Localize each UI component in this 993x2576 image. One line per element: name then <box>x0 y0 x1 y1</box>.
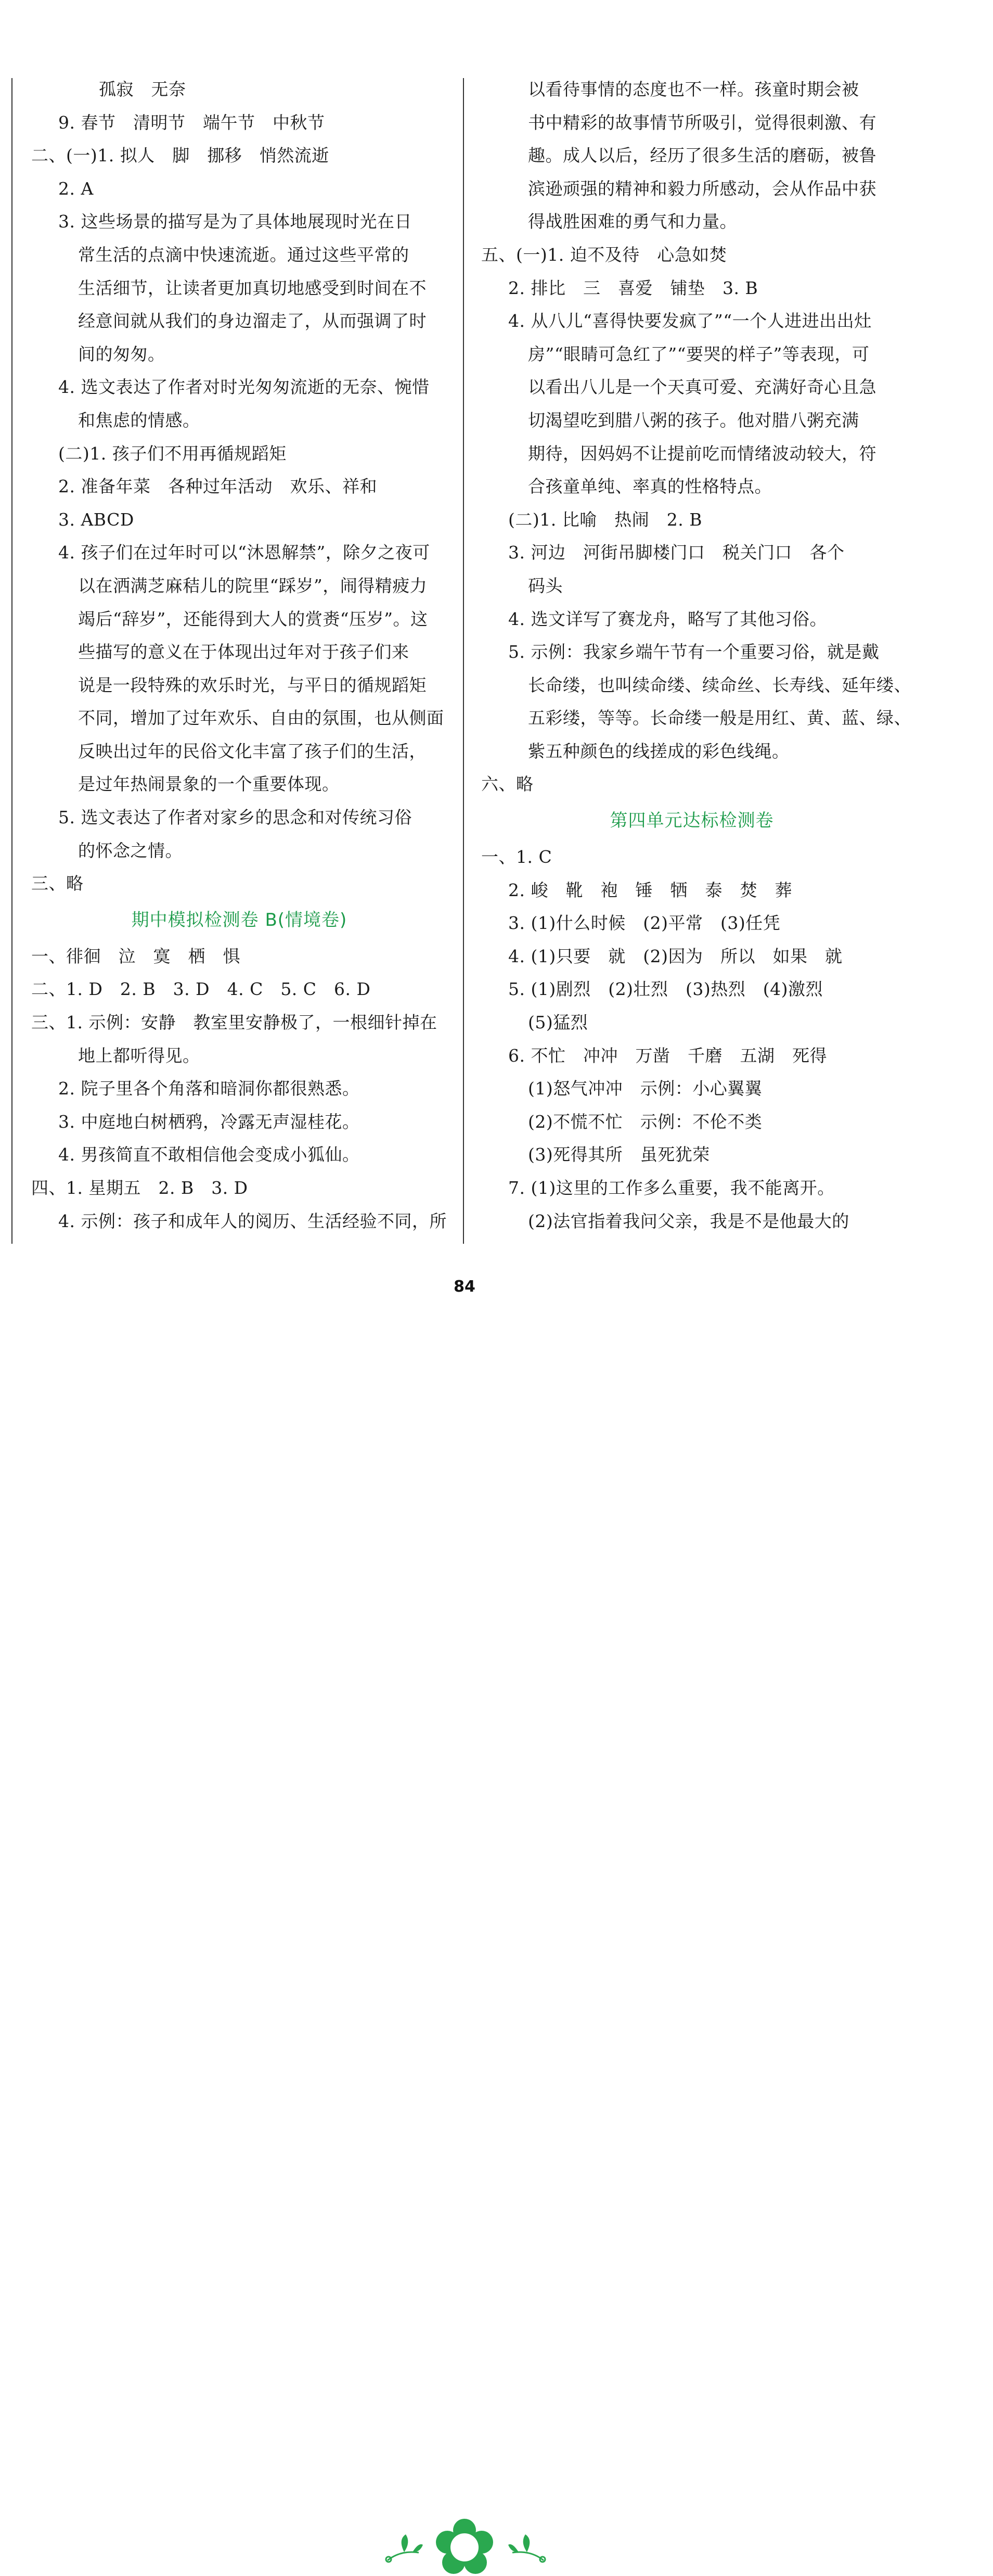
section-title: 期中模拟检测卷 B(情境卷) <box>131 909 347 930</box>
answer-line: 9. 春节 清明节 端午节 中秋节 <box>58 112 325 133</box>
answer-line: (2)不慌不忙 示例：不伦不类 <box>528 1111 763 1132</box>
answer-line: (二)1. 孩子们不用再循规蹈矩 <box>58 443 287 464</box>
answer-line: 是过年热闹景象的一个重要体现。 <box>78 774 340 795</box>
answer-line: 得战胜困难的勇气和力量。 <box>528 211 737 232</box>
answer-line: (2)法官指着我问父亲，我是不是他最大的 <box>528 1210 849 1231</box>
answer-line: 紫五种颜色的线搓成的彩色线绳。 <box>528 741 790 761</box>
left-sprig-icon <box>382 2529 424 2566</box>
page-footer <box>0 1259 993 1317</box>
answer-line: 以在洒满芝麻秸儿的院里“踩岁”，闹得精疲力 <box>78 575 428 596</box>
answer-line: 4. (1)只要 就 (2)因为 所以 如果 就 <box>508 946 843 966</box>
answer-line: (5)猛烈 <box>528 1012 588 1033</box>
answer-line: 5. 选文表达了作者对家乡的思念和对传统习俗 <box>58 807 412 828</box>
answer-line: 合孩童单纯、率真的性格特点。 <box>528 476 772 497</box>
right-column <box>481 73 911 1238</box>
answer-line: 二、(一)1. 拟人 脚 挪移 悄然流逝 <box>31 145 329 166</box>
answer-line: 3. 这些场景的描写是为了具体地展现时光在日 <box>58 211 412 232</box>
answer-line: 4. 示例：孩子和成年人的阅历、生活经验不同，所 <box>58 1210 447 1231</box>
answer-line: 间的匆匆。 <box>78 343 165 364</box>
answer-line: 2. 准备年菜 各种过年活动 欢乐、祥和 <box>58 476 377 497</box>
section-title: 第四单元达标检测卷 <box>610 810 774 832</box>
answer-line: 的怀念之情。 <box>78 840 183 861</box>
answer-line: 孤寂 无奈 <box>99 79 186 99</box>
answer-line: (3)死得其所 虽死犹荣 <box>528 1144 710 1165</box>
left-margin-rule <box>11 78 12 1244</box>
answer-line: (二)1. 比喻 热闹 2. B <box>508 509 702 530</box>
column-divider <box>463 78 464 1244</box>
page-number: 84 <box>454 1278 475 1296</box>
answer-line: 一、徘徊 泣 寞 栖 惧 <box>31 946 240 966</box>
answer-line: 码头 <box>528 575 563 596</box>
answer-line: 4. 选文表达了作者对时光匆匆流逝的无奈、惋惜 <box>58 377 430 398</box>
answer-line: 4. 从八儿“喜得快要发疯了”“一个人进进出出灶 <box>508 311 872 331</box>
answer-line: 书中精彩的故事情节所吸引，觉得很刺激、有 <box>528 112 876 133</box>
answer-line: 以看出八儿是一个天真可爱、充满好奇心且急 <box>528 377 876 398</box>
left-column <box>31 73 447 1238</box>
answer-line: 五彩缕，等等。长命缕一般是用红、黄、蓝、绿、 <box>528 708 911 729</box>
answer-line: (1)怒气冲冲 示例：小心翼翼 <box>528 1078 763 1099</box>
answer-line: 趣。成人以后，经历了很多生活的磨砺，被鲁 <box>528 145 876 166</box>
answer-line: 说是一段特殊的欢乐时光，与平日的循规蹈矩 <box>78 674 427 695</box>
answer-line: 以看待事情的态度也不一样。孩童时期会被 <box>528 79 859 99</box>
answer-line: 三、1. 示例：安静 教室里安静极了，一根细针掉在 <box>31 1012 437 1033</box>
answer-line: 6. 不忙 冲冲 万凿 千磨 五湖 死得 <box>508 1045 827 1066</box>
answer-line: 4. 孩子们在过年时可以“沐恩解禁”，除夕之夜可 <box>58 542 430 563</box>
answer-line: 和焦虑的情感。 <box>78 410 200 430</box>
answer-line: 一、1. C <box>481 847 552 868</box>
answer-line: 生活细节，让读者更加真切地感受到时间在不 <box>78 277 427 298</box>
answer-line: 2. 院子里各个角落和暗洞你都很熟悉。 <box>58 1078 360 1099</box>
answer-line: 三、略 <box>31 873 84 894</box>
answer-line: 2. 峻 靴 袍 锤 牺 泰 焚 葬 <box>508 879 792 900</box>
answer-line: 期待，因妈妈不让提前吃而情绪波动较大，符 <box>528 443 876 464</box>
answer-line: 二、1. D 2. B 3. D 4. C 5. C 6. D <box>31 979 371 1000</box>
answer-line: 地上都听得见。 <box>78 1045 200 1066</box>
answer-line: 切渴望吃到腊八粥的孩子。他对腊八粥充满 <box>528 410 859 430</box>
answer-line: 四、1. 星期五 2. B 3. D <box>31 1178 248 1198</box>
answer-line: 3. ABCD <box>58 509 134 530</box>
answer-line: 房”“眼睛可急红了”“要哭的样子”等表现，可 <box>528 343 870 364</box>
answer-line: 3. (1)什么时候 (2)平常 (3)任凭 <box>508 913 781 934</box>
answer-line: 六、略 <box>481 774 534 795</box>
answer-line: 4. 选文详写了赛龙舟，略写了其他习俗。 <box>508 608 827 629</box>
answer-line: 长命缕，也叫续命缕、续命丝、长寿线、延年缕、 <box>528 674 911 695</box>
answer-line: 3. 河边 河街吊脚楼门口 税关门口 各个 <box>508 542 845 563</box>
answer-line: 不同，增加了过年欢乐、自由的氛围，也从侧面 <box>78 708 444 729</box>
page-number-flower-icon <box>436 2519 493 2576</box>
answer-line: 常生活的点滴中快速流逝。通过这些平常的 <box>78 244 409 265</box>
answer-line: 五、(一)1. 迫不及待 心急如焚 <box>481 244 727 265</box>
answer-line: 2. 排比 三 喜爱 铺垫 3. B <box>508 277 758 298</box>
answer-line: 7. (1)这里的工作多么重要，我不能离开。 <box>508 1178 835 1198</box>
answer-line: 反映出过年的民俗文化丰富了孩子们的生活， <box>78 741 427 761</box>
answer-line: 滨逊顽强的精神和毅力所感动，会从作品中获 <box>528 178 876 199</box>
answer-line: 4. 男孩简直不敢相信他会变成小狐仙。 <box>58 1144 360 1165</box>
answer-line: 3. 中庭地白树栖鸦，冷露无声湿桂花。 <box>58 1111 360 1132</box>
answer-line: 5. 示例：我家乡端午节有一个重要习俗，就是戴 <box>508 642 880 662</box>
answer-line: 经意间就从我们的身边溜走了，从而强调了时 <box>78 311 427 331</box>
answer-line: 5. (1)剧烈 (2)壮烈 (3)热烈 (4)激烈 <box>508 979 823 1000</box>
answer-line: 2. A <box>58 178 94 199</box>
answer-line: 些描写的意义在于体现出过年对于孩子们来 <box>78 642 409 662</box>
answer-line: 竭后“辞岁”，还能得到大人的赏赉“压岁”。这 <box>78 608 428 629</box>
right-sprig-icon <box>507 2529 549 2566</box>
